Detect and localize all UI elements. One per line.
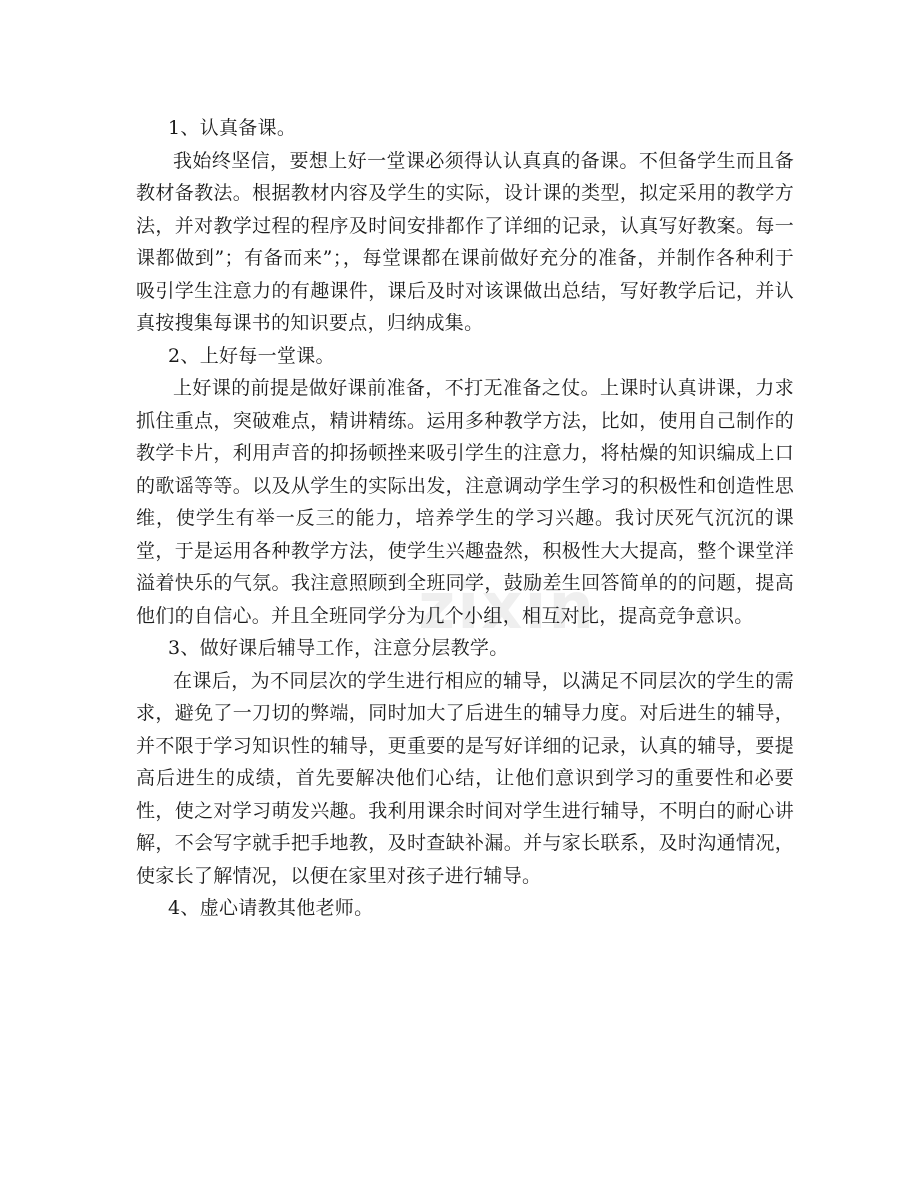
section-4-heading: 4、虚心请教其他老师。 bbox=[168, 897, 374, 919]
section-2-heading: 2、上好每一堂课。 bbox=[168, 344, 335, 367]
section-3-heading: 3、做好课后辅导工作，注意分层教学。 bbox=[168, 637, 509, 659]
section-2-paragraph: 上好课的前提是做好课前准备，不打无准备之仗。上课时认真讲课，力求抓住重点，突破难点，精讲精练。运用多种教学方法，比如，使用自己制作的教学卡片，利用声音的抑扬顿挫来吸引学生的注意力，将枯燥的知识编成上口的歌谣等等。以及从学生的实际出发，注意调动学生学习的积极性和创造性思维，使学生有举一反三的能力，培养学生的学习兴趣。我讨厌死气沉沉的课堂，于是运用各种教学方法，使学生兴趣盎然，积极性大大提高，整个课堂洋溢着快乐的气氛。我注意照顾到全班同学，鼓励差生回答简单的的问题，提高他们的自信心。并且全班同学分为几个小组，相互对比，提高竞争意识。 bbox=[136, 377, 794, 627]
document-body bbox=[136, 112, 794, 925]
watermark: zixin bbox=[418, 570, 596, 644]
section-3-paragraph: 在课后，为不同层次的学生进行相应的辅导，以满足不同层次的学生的需求，避免了一刀切的弊端，同时加大了后进生的辅导力度。对后进生的辅导，并不限于学习知识性的辅导，更重要的是写好详细的记录，认真的辅导，要提高后进生的成绩，首先要解决他们心结，让他们意识到学习的重要性和必要性，使之对学习萌发兴趣。我利用课余时间对学生进行辅导，不明白的耐心讲解，不会写字就手把手地教，及时查缺补漏。并与家长联系，及时沟通情况，使家长了解情况，以便在家里对孩子进行辅导。 bbox=[136, 669, 794, 887]
section-1-heading: 1、认真备课。 bbox=[168, 117, 297, 139]
section-1-paragraph: 我始终坚信，要想上好一堂课必须得认认真真的备课。不但备学生而且备教材备教法。根据教材内容及学生的实际，设计课的类型，拟定采用的教学方法，并对教学过程的程序及时间安排都作了详细的记录，认真写好教案。每一课都做到”；有备而来”；，每堂课都在课前做好充分的准备，并制作各种利于吸引学生注意力的有趣课件，课后及时对该课做出总结，写好教学后记，并认真按搜集每课书的知识要点，归纳成集。 bbox=[136, 149, 794, 334]
